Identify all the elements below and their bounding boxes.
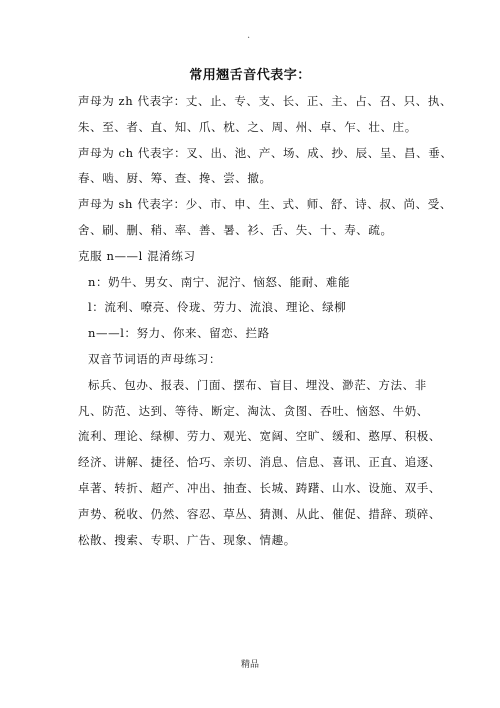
sh-line-1: 声母为 sh 代表字：少、市、申、生、式、师、舒、诗、叔、尚、受、 — [78, 197, 452, 212]
practice-line: 卓著、转折、超产、冲出、抽查、长城、踌躇、山水、设施、双手、 — [78, 480, 441, 495]
nl-practice-line: n——l：努力、你来、留恋、拦路 — [88, 326, 270, 341]
ch-line-2: 春、啮、厨、筹、查、搀、尝、撤。 — [78, 171, 272, 186]
page-title: 常用翘舌音代表字： — [189, 68, 311, 83]
practice-line: 经济、讲解、捷径、恰巧、亲切、消息、信息、喜讯、正直、追逐、 — [78, 455, 441, 470]
n-practice-line: n：奶牛、男女、南宁、泥泞、恼怒、能耐、难能 — [88, 274, 351, 289]
practice-line: 松散、搜索、专职、广告、现象、情趣。 — [78, 532, 296, 547]
zh-line-1: 声母为 zh 代表字：丈、止、专、支、长、正、主、占、召、只、执、 — [78, 94, 453, 108]
practice-line: 凡、防范、达到、等待、断定、淘汰、贪图、吞吐、恼怒、牛奶、 — [78, 403, 429, 418]
footer-label: 精品 — [240, 660, 259, 670]
practice-line: 流利、理论、绿柳、劳力、观光、宽阔、空旷、缓和、憨厚、积极、 — [78, 429, 441, 444]
zh-line-2: 朱、至、者、直、知、爪、枕、之、周、州、卓、乍、壮、庄。 — [78, 119, 417, 134]
practice-heading: 双音节词语的声母练习： — [88, 351, 222, 366]
practice-line: 标兵、包办、报表、门面、摆布、盲目、埋没、渺茫、方法、非 — [88, 377, 427, 392]
ch-line-1: 声母为 ch 代表字：叉、出、池、产、场、成、抄、辰、呈、昌、垂、 — [78, 145, 453, 160]
practice-line: 声势、税收、仍然、容忍、草丛、猜测、从此、催促、措辞、琐碎、 — [78, 506, 441, 521]
document-body — [78, 89, 453, 553]
l-practice-line: l：流利、嘹亮、伶珑、劳力、流浪、理论、绿柳 — [88, 300, 347, 315]
header-dot: . — [247, 30, 251, 41]
sh-line-2: 舍、刷、删、稍、率、善、暑、衫、舌、失、十、寿、疏。 — [78, 222, 393, 237]
nl-heading: 克服 n——l 混淆练习 — [78, 248, 196, 263]
